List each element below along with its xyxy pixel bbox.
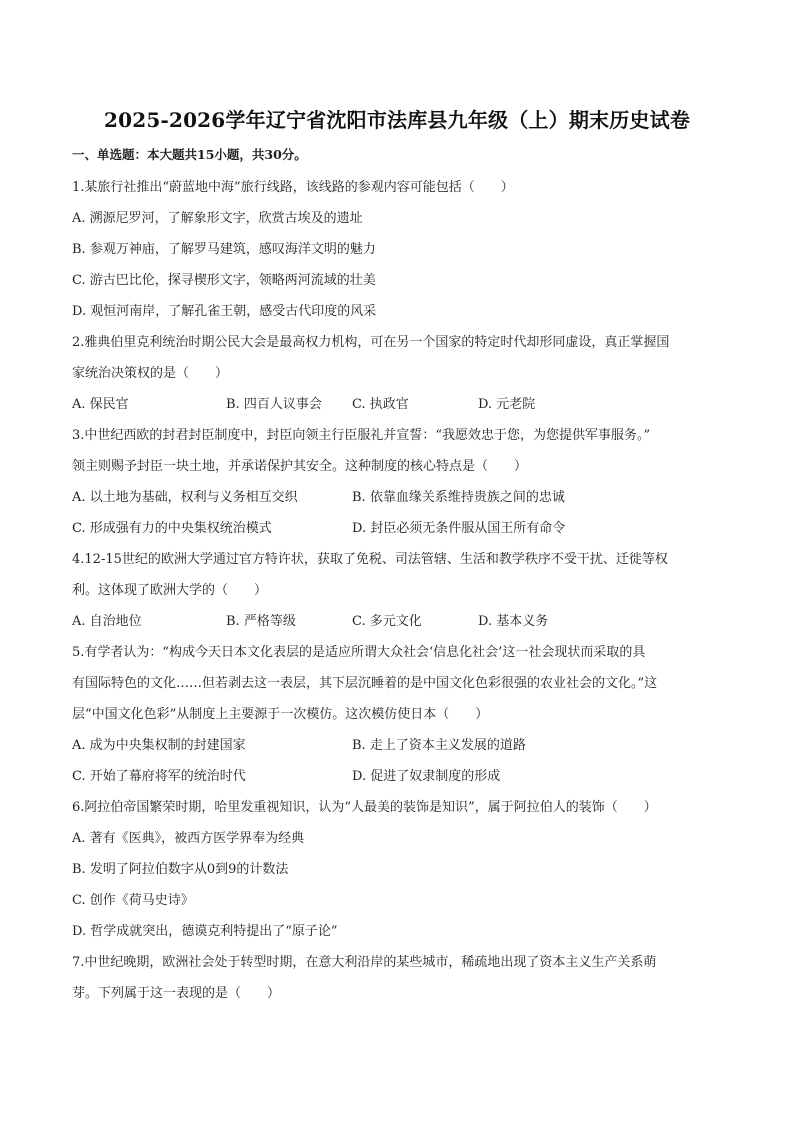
question-4-option-b: B. 严格等级	[226, 614, 296, 629]
question-5-stem-line-2: 有国际特色的文化……但若剥去这一表层，其下层沉睡着的是中国文化色彩很强的农业社会的文化。”这	[72, 676, 658, 691]
question-3-stem-line-1: 3.中世纪西欧的封君封臣制度中，封臣向领主行臣服礼并宣誓：“我愿效忠于您，为您提供军事服务。”	[72, 428, 651, 443]
question-5-stem-line-3: 层“中国文化色彩”从制度上主要源于一次模仿。这次模仿使日本（ ）	[72, 707, 489, 722]
question-5-stem-line-1: 5.有学者认为：“构成今天日本文化表层的是适应所谓大众社会‘信息化社会’这一社会现状而采取的具	[72, 645, 646, 660]
question-6-option-b: B. 发明了阿拉伯数字从0到9的计数法	[72, 862, 289, 877]
question-6-option-c: C. 创作《荷马史诗》	[72, 893, 194, 908]
question-6-option-d: D. 哲学成就突出，德谟克利特提出了“原子论”	[72, 924, 338, 939]
question-4-option-c: C. 多元文化	[352, 614, 422, 629]
questions	[72, 172, 722, 1009]
question-2-stem-line-1: 2.雅典伯里克利统治时期公民大会是最高权力机构，可在另一个国家的特定时代却形同虚设，真正掌握国	[72, 335, 670, 350]
question-4-option-d: D. 基本义务	[478, 614, 549, 629]
question-2-options	[72, 389, 722, 420]
question-2-option-c: C. 执政官	[352, 397, 409, 412]
question-4-stem-line-2: 利。这体现了欧洲大学的（ ）	[72, 583, 268, 598]
question-3-option-a: A. 以土地为基础，权利与义务相互交织	[72, 490, 298, 505]
question-5-options-row-1	[72, 730, 722, 761]
question-2-option-b: B. 四百人议事会	[226, 397, 322, 412]
question-4-stem-line-1: 4.12-15世纪的欧洲大学通过官方特许状，获取了免税、司法管辖、生活和教学秩序不受干扰、迁徙等权	[72, 552, 668, 567]
question-3-stem-line-2: 领主则赐予封臣一块土地，并承诺保护其安全。这种制度的核心特点是（ ）	[72, 459, 528, 474]
question-5-option-d: D. 促进了奴隶制度的形成	[352, 769, 501, 784]
question-1-stem: 1.某旅行社推出“蔚蓝地中海”旅行线路，该线路的参观内容可能包括（ ）	[72, 180, 514, 195]
question-3-options-row-1	[72, 482, 722, 513]
question-3-option-c: C. 形成强有力的中央集权统治模式	[72, 521, 272, 536]
question-2-option-a: A. 保民官	[72, 397, 129, 412]
question-1-option-d: D. 观恒河南岸，了解孔雀王朝，感受古代印度的风采	[72, 304, 377, 319]
question-7-stem-line-1: 7.中世纪晚期，欧洲社会处于转型时期，在意大利沿岸的某些城市，稀疏地出现了资本主义生产关系萌	[72, 955, 657, 970]
question-1-option-a: A. 溯源尼罗河，了解象形文字，欣赏古埃及的遗址	[72, 211, 363, 226]
question-1-option-c: C. 游古巴比伦，探寻楔形文字，领略两河流域的壮美	[72, 273, 376, 288]
question-1-option-b: B. 参观万神庙，了解罗马建筑，感叹海洋文明的魅力	[72, 242, 376, 257]
question-7-stem-line-2: 芽。下列属于这一表现的是（ ）	[72, 986, 281, 1001]
question-3-option-d: D. 封臣必须无条件服从国王所有命令	[352, 521, 566, 536]
exam-title: 2025-2026学年辽宁省沈阳市法库县九年级（上）期末历史试卷	[103, 108, 691, 132]
question-2-option-d: D. 元老院	[478, 397, 536, 412]
question-2-stem-line-2: 家统治决策权的是（ ）	[72, 366, 229, 381]
question-3-options-row-2	[72, 513, 722, 544]
question-4-option-a: A. 自治地位	[72, 614, 142, 629]
question-6-option-a: A. 著有《医典》，被西方医学界奉为经典	[72, 831, 305, 846]
question-5-options-row-2	[72, 761, 722, 792]
question-4-options	[72, 606, 722, 637]
question-5-option-a: A. 成为中央集权制的封建国家	[72, 738, 246, 753]
question-6-stem: 6.阿拉伯帝国繁荣时期，哈里发重视知识，认为“人最美的装饰是知识”，属于阿拉伯人的装饰（ ）	[72, 800, 657, 815]
question-3-option-b: B. 依靠血缘关系维持贵族之间的忠诚	[352, 490, 565, 505]
question-5-option-b: B. 走上了资本主义发展的道路	[352, 738, 526, 753]
question-5-option-c: C. 开始了幕府将军的统治时代	[72, 769, 246, 784]
section-heading: 一、单选题：本大题共15小题，共30分。	[72, 147, 307, 162]
